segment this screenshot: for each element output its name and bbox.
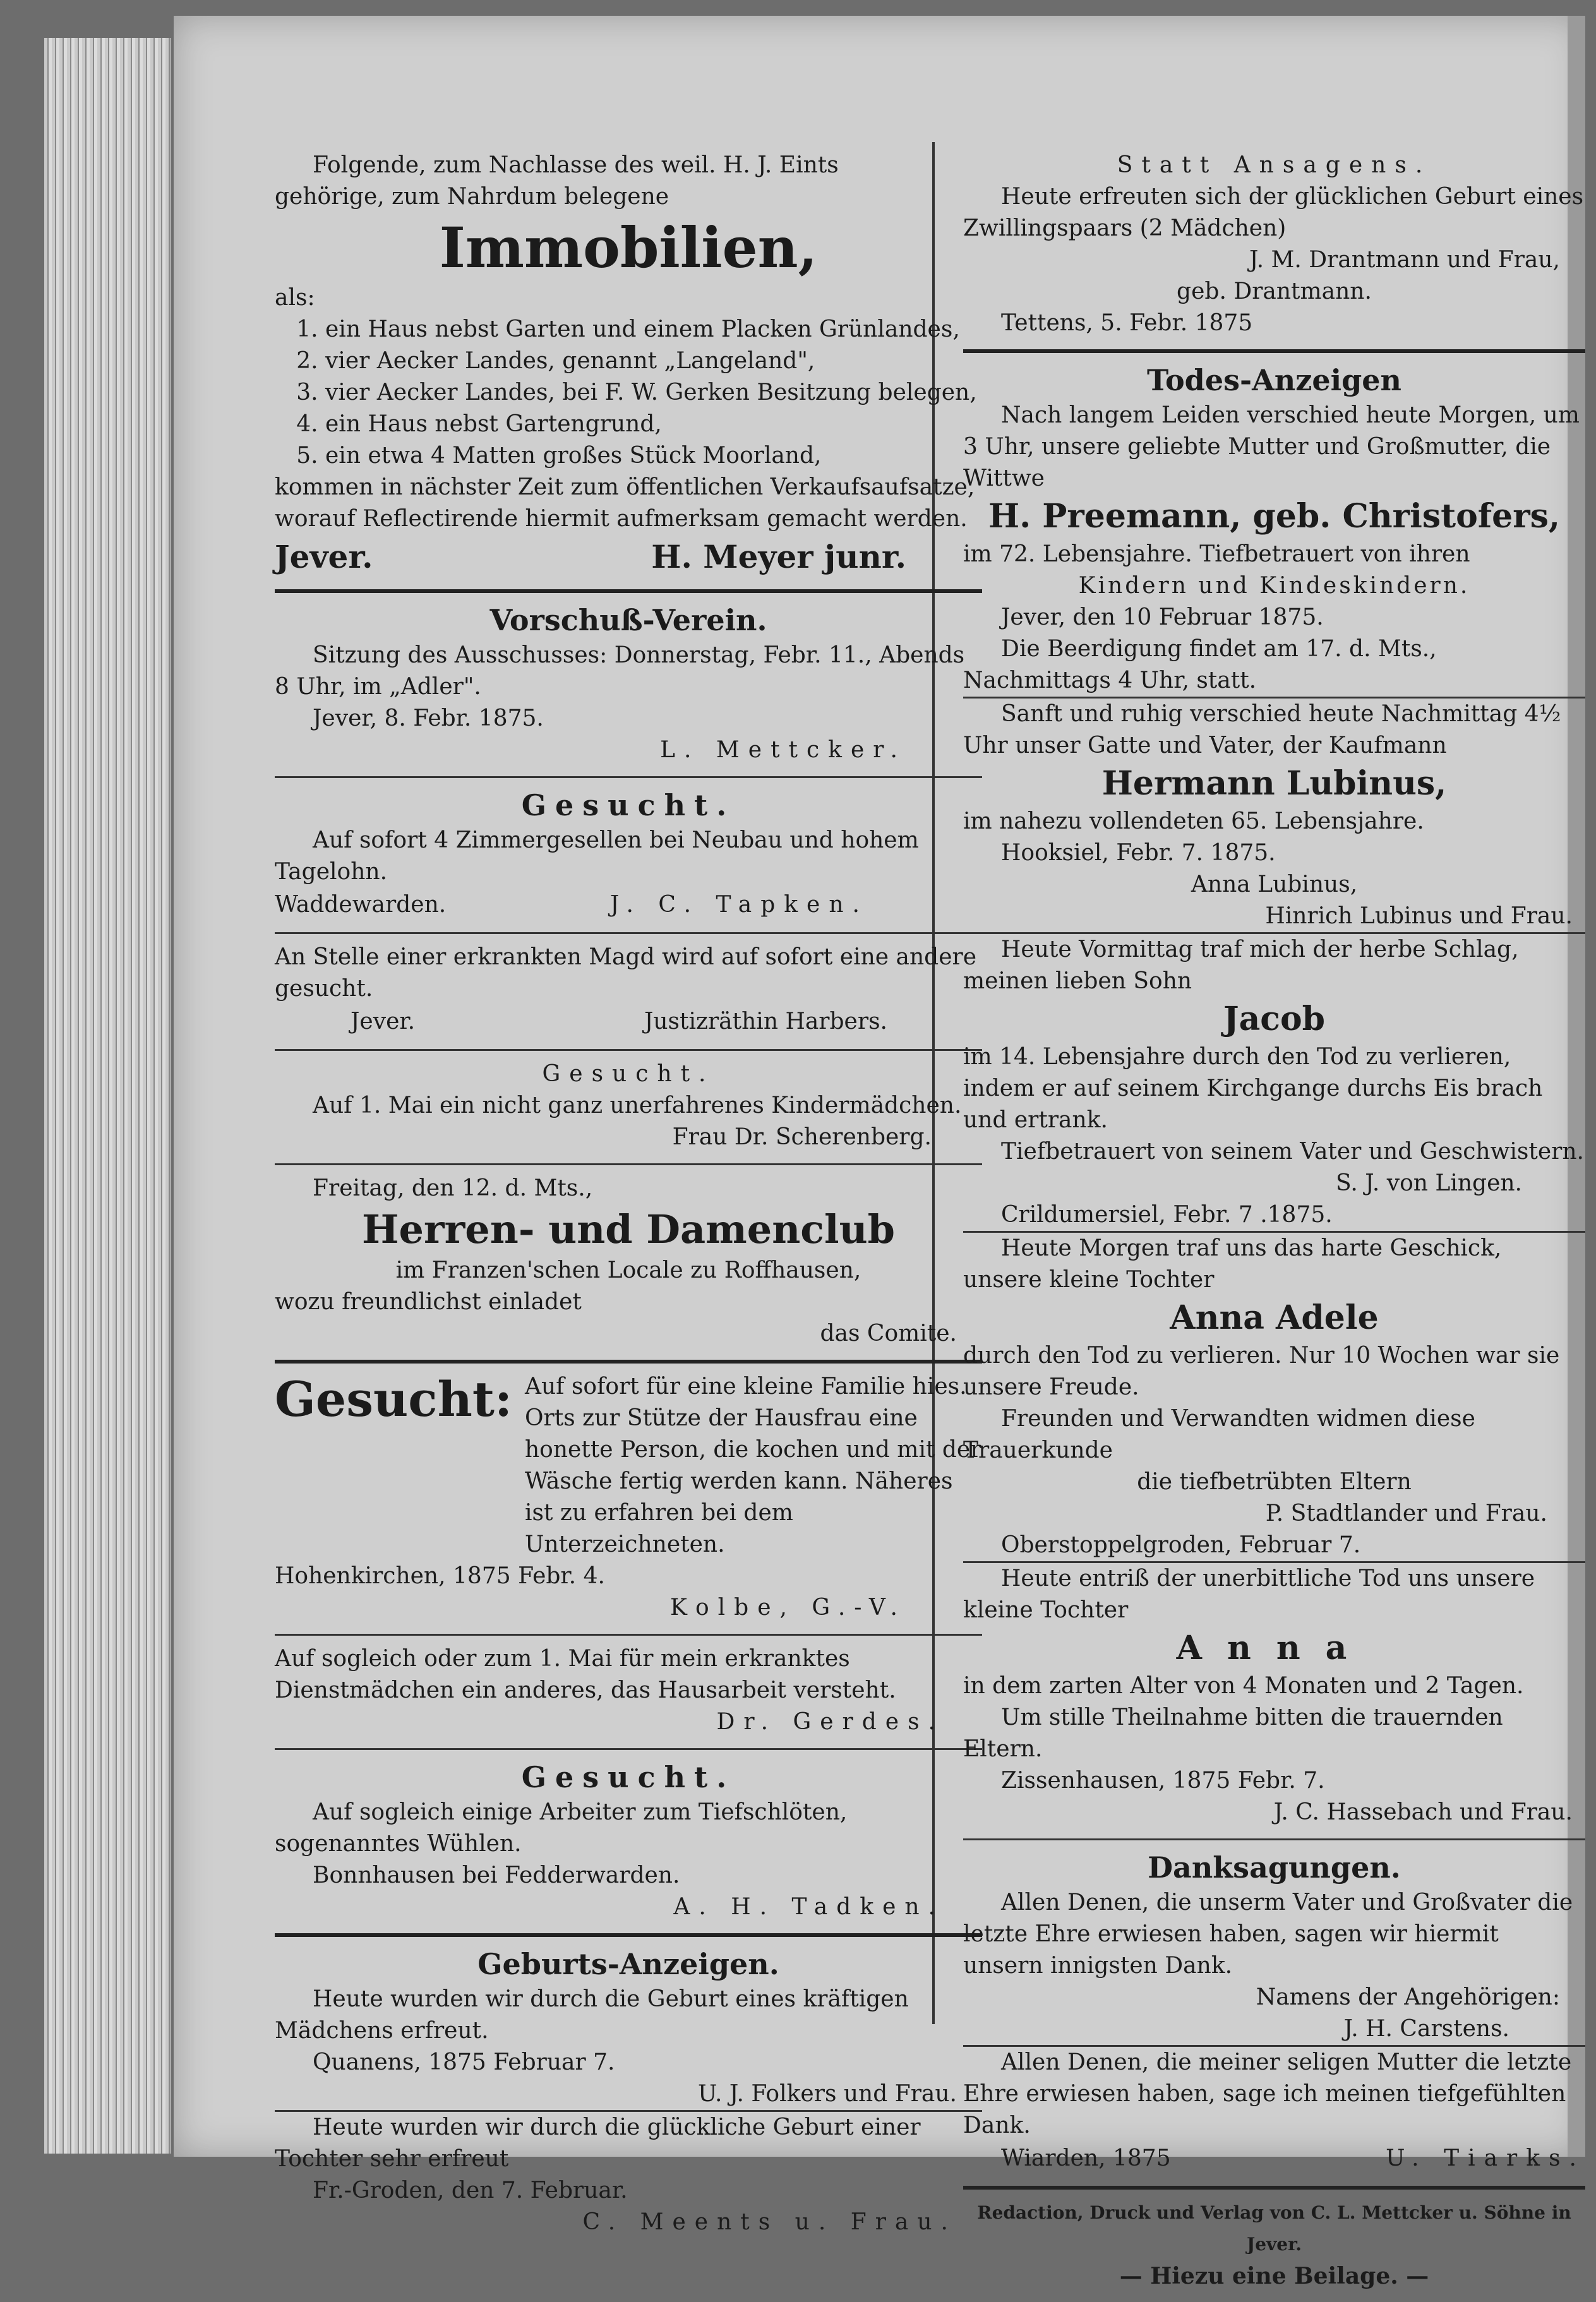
verein-sign: L. Mettcker. (660, 737, 906, 763)
todes-body-3: Heute Vormittag traf mich der herbe Schlag, meinen lieben Sohn (963, 937, 1519, 994)
ad-herren-damenclub (275, 1165, 982, 1364)
immo-list (275, 314, 982, 472)
statt-sign-1: J. M. Drantmann und Frau, (1249, 247, 1560, 273)
footer-supplement: — Hiezu eine Beilage. — (1119, 2263, 1429, 2289)
todes-sign-3b: S. J. von Lingen. (1335, 1170, 1522, 1196)
todes-body-2: Sanft und ruhig verschied heute Nachmittag 4½ Uhr unser Gatte und Vater, der Kaufmann (963, 701, 1561, 758)
immo-sign-row (275, 535, 982, 579)
todes-body-4b: durch den Tod zu verlieren. Nur 10 Wochen war sie unsere Freude. (963, 1343, 1560, 1400)
geburt-sign-1: U. J. Folkers und Frau. (275, 2078, 982, 2112)
geburt-date-1: Quanens, 1875 Februar 7. (313, 2049, 615, 2075)
todes-name-1: H. Preemann, geb. Christofers, (988, 497, 1561, 536)
geburt-body-1: Heute wurden wir durch die Geburt eines kräftigen Mädchens erfreut. (275, 1986, 909, 2044)
gesucht2-title: Gesucht. (542, 1061, 715, 1087)
todes-name-3: Jacob (1223, 1000, 1325, 1038)
right-column (963, 142, 1585, 2302)
todes-name-2: Hermann Lubinus, (1101, 764, 1447, 803)
gesucht1-body: Auf sofort 4 Zimmergesellen bei Neubau und hohem Tagelohn. (275, 827, 919, 885)
geburt-date-2: Fr.-Groden, den 7. Februar. (313, 2178, 628, 2203)
ad-gesucht-1 (275, 778, 982, 934)
todes-name-4: Anna Adele (1170, 1298, 1379, 1337)
todes-sign-4b: P. Stadtlander und Frau. (1265, 1501, 1547, 1526)
immo-body: kommen in nächster Zeit zum öffentlichen Verkaufsaufsatze, worauf Reflectirende hiermit aufmerksam gemacht werden. (275, 474, 975, 532)
ad-gesucht-3 (275, 1364, 982, 1636)
todes-body-1b: im 72. Lebensjahre. Tiefbetrauert von ihren (963, 541, 1470, 567)
dank-title: Danksagungen. (1148, 1850, 1401, 1885)
todes-body-1: Nach langem Leiden verschied heute Morgen, um 3 Uhr, unsere geliebte Mutter und Großmutter, die Wittwe (963, 402, 1580, 491)
gesucht4-body: Auf sogleich einige Arbeiter zum Tiefschlöten, sogenanntes Wühlen. (275, 1799, 848, 1857)
gesucht4-sign: A. H. Tadken. (673, 1894, 944, 1920)
todes-date-4: Oberstoppelgroden, Februar 7. (963, 1530, 1585, 1563)
todes-body-4c: Freunden und Verwandten widmen diese Trauerkunde (963, 1406, 1475, 1463)
gesucht3-sign: Kolbe, G.-V. (670, 1595, 906, 1621)
club-title: Herren- und Damenclub (361, 1206, 896, 1252)
footer-imprint: Redaction, Druck und Verlag von C. L. Mettcker u. Söhne in Jever. (977, 2202, 1571, 2255)
left-column (275, 142, 982, 2248)
immo-intro-2: gehörige, zum Nahrdum belegene (275, 184, 669, 210)
gesucht3-body: Auf sofort für eine kleine Familie hies. Orts zur Stütze der Hausfrau eine honette Person, die kochen und mit der Wäsche fertig werden kann. Näheres ist zu erfahren bei dem Unterzeichneten. (525, 1374, 981, 1557)
magd-body: An Stelle einer erkrankten Magd wird auf sofort eine andere gesucht. (275, 944, 977, 1002)
magd-sign-row (275, 1005, 982, 1039)
todes-sign-2b: Hinrich Lubinus und Frau. (963, 901, 1585, 934)
magd-sign: Justizräthin Harbers. (644, 1009, 887, 1034)
todes-body-3b: im 14. Lebensjahre durch den Tod zu verlieren, indem er auf seinem Kirchgange durchs Eis brach und ertrank. (963, 1044, 1543, 1133)
ad-magd (275, 934, 982, 1051)
todes-funeral: Die Beerdigung findet am 17. d. Mts., Nachmittags 4 Uhr, statt. (963, 633, 1585, 698)
verein-body: Sitzung des Ausschusses: Donnerstag, Febr. 11., Abends 8 Uhr, im „Adler". (275, 642, 965, 700)
club-sign: das Comite. (820, 1321, 957, 1346)
immo-item: 4. ein Haus nebst Gartengrund, (325, 409, 982, 440)
gesucht3-date: Hohenkirchen, 1875 Febr. 4. (275, 1563, 605, 1589)
immo-item: 1. ein Haus nebst Garten und einem Placken Grünlandes, (325, 314, 982, 345)
gesucht1-sign-row (275, 888, 982, 922)
ad-immobilien (275, 142, 982, 593)
newspaper-page (174, 16, 1585, 2289)
gesucht4-title: Gesucht. (521, 1760, 736, 1794)
dank-sign-1a: Namens der Angehörigen: (1256, 1984, 1560, 2010)
dank-body-2: Allen Denen, die meiner seligen Mutter die letzte Ehre erwiesen haben, sage ich meinen tiefgefühlten Dank. (963, 2049, 1572, 2138)
todes-date-5: Zissenhausen, 1875 Febr. 7. (1001, 1768, 1325, 1794)
geburt-body-2: Heute wurden wir durch die glückliche Geburt einer Tochter sehr erfreut (275, 2114, 921, 2172)
statt-date: Tettens, 5. Febr. 1875 (1001, 310, 1253, 336)
book-page-stack (44, 38, 171, 2154)
todes-name-5: Anna (1176, 1629, 1372, 1667)
club-date: Freitag, den 12. d. Mts., (313, 1175, 593, 1201)
dienst-sign: Dr. Gerdes. (716, 1709, 944, 1735)
immo-item: 5. ein etwa 4 Matten großes Stück Moorland, (325, 440, 982, 472)
dank-sign-1b: J. H. Carstens. (963, 2013, 1585, 2047)
gesucht1-sign: J. C. Tapken. (609, 892, 868, 918)
ad-dienstmaedchen (275, 1636, 982, 1750)
immo-item: 2. vier Aecker Landes, genannt „Langeland", (325, 345, 982, 377)
dank-body-1: Allen Denen, die unserm Vater und Großvater die letzte Ehre erwiesen haben, sagen wir hiermit unsern innigsten Dank. (963, 1890, 1573, 1979)
geburt-title: Geburts-Anzeigen. (477, 1947, 779, 1981)
gesucht2-body: Auf 1. Mai ein nicht ganz unerfahrenes Kindermädchen. (313, 1093, 962, 1118)
ad-vorschuss-verein (275, 593, 982, 778)
statt-sign-2: geb. Drantmann. (1177, 279, 1372, 304)
club-invite: wozu freundlichst einladet (275, 1289, 582, 1315)
club-body: im Franzen'schen Locale zu Roffhausen, (395, 1257, 861, 1283)
todes-sign-4a: die tiefbetrübten Eltern (1137, 1469, 1412, 1495)
ad-todes-anzeigen (963, 353, 1585, 1840)
ad-statt-ansagens (963, 142, 1585, 353)
dank-sign-row (963, 2142, 1585, 2176)
immo-als: als: (275, 285, 315, 311)
ad-gesucht-4 (275, 1750, 982, 1937)
todes-sign-1: Kindern und Kindeskindern. (1078, 573, 1470, 599)
immo-place: Jever. (275, 538, 373, 575)
verein-date: Jever, 8. Febr. 1875. (313, 705, 544, 731)
todes-sign-2a: Anna Lubinus, (1191, 872, 1358, 897)
todes-title: Todes-Anzeigen (1147, 363, 1401, 397)
todes-date-2: Hooksiel, Febr. 7. 1875. (1001, 840, 1276, 866)
immo-sign: H. Meyer junr. (651, 538, 906, 575)
todes-body-2b: im nahezu vollendeten 65. Lebensjahre. (963, 808, 1424, 834)
todes-date-3: Crildumersiel, Febr. 7 .1875. (963, 1199, 1585, 1233)
magd-place: Jever. (351, 1009, 416, 1034)
ad-geburts-anzeigen (275, 1937, 982, 2248)
todes-sign-3a: Tiefbetrauert von seinem Vater und Geschwistern. (1001, 1139, 1584, 1165)
ad-danksagungen (963, 1840, 1585, 2190)
dank-sign-2: U. Tiarks. (1386, 2145, 1585, 2171)
dienst-body: Auf sogleich oder zum 1. Mai für mein erkranktes Dienstmädchen ein anderes, das Hausarbeit versteht. (275, 1646, 896, 1703)
geburt-sign-2: C. Meents u. Frau. (582, 2209, 957, 2235)
gesucht3-title: Gesucht: (275, 1371, 512, 1427)
gesucht1-title: Gesucht. (521, 788, 736, 822)
todes-body-4: Heute Morgen traf uns das harte Geschick, unsere kleine Tochter (963, 1235, 1502, 1293)
gesucht2-sign: Frau Dr. Scherenberg. (672, 1124, 932, 1150)
todes-date-1: Jever, den 10 Februar 1875. (1001, 604, 1324, 630)
page-footer (963, 2190, 1585, 2302)
todes-body-5c: Um stille Theilnahme bitten die trauernden Eltern. (963, 1705, 1503, 1762)
immo-intro-1: Folgende, zum Nachlasse des weil. H. J. Eints (313, 152, 839, 178)
immo-title: Immobilien, (439, 215, 818, 280)
dank-place-2: Wiarden, 1875 (1001, 2145, 1171, 2171)
todes-sign-5: J. C. Hassebach und Frau. (1273, 1799, 1573, 1825)
todes-body-5: Heute entriß der unerbittliche Tod uns unsere kleine Tochter (963, 1566, 1535, 1623)
todes-body-5b: in dem zarten Alter von 4 Monaten und 2 Tagen. (963, 1673, 1524, 1699)
ad-gesucht-2 (275, 1051, 982, 1165)
statt-title: Statt Ansagens. (1117, 152, 1432, 178)
gesucht3-head (275, 1371, 982, 1561)
gesucht4-place: Bonnhausen bei Fedderwarden. (313, 1862, 680, 1888)
verein-title: Vorschuß-Verein. (489, 603, 767, 637)
statt-body: Heute erfreuten sich der glücklichen Geburt eines Zwillingspaars (2 Mädchen) (963, 184, 1584, 241)
immo-item: 3. vier Aecker Landes, bei F. W. Gerken Besitzung belegen, (325, 377, 982, 409)
gesucht1-place: Waddewarden. (275, 892, 447, 918)
